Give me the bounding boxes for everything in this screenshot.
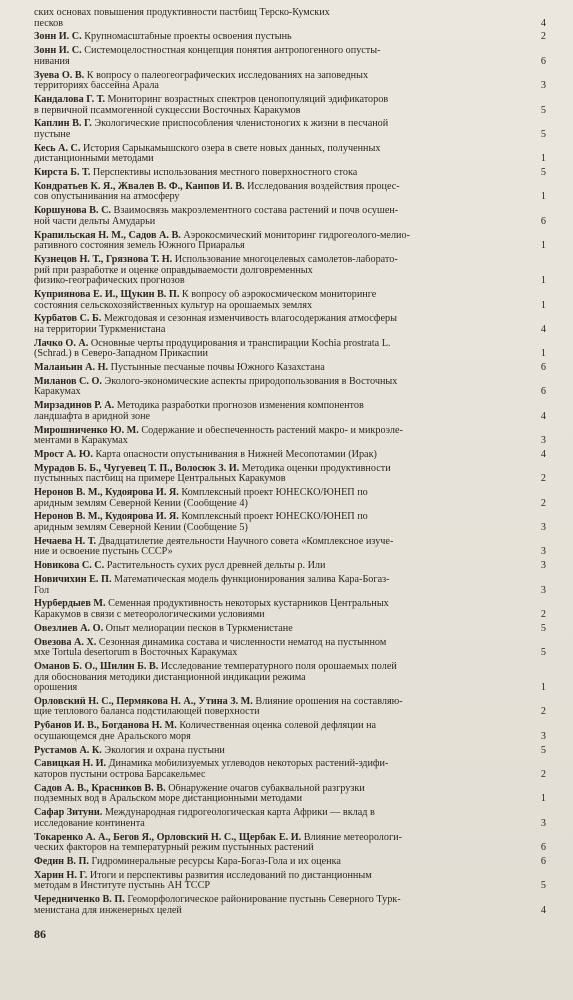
entry-issue-number: 1 (540, 348, 546, 360)
index-entry (34, 46, 546, 67)
index-entry (34, 290, 546, 311)
entry-author: Мирзадинов Р. А. (34, 401, 115, 412)
entry-title-text: Каракумов в связи с метеорологическими условиями (34, 609, 265, 620)
entry-author: Кесь А. С. (34, 143, 81, 154)
entry-author: Крапильская Н. М., Садов А. В. (34, 230, 181, 241)
entry-title-text: Математическая модель функционирования залива Кара-Богаз- (114, 575, 390, 585)
entry-continuation-line (34, 412, 520, 423)
entry-author: Неронов В. М., Кудоярова И. Я. (34, 512, 179, 523)
entry-first-line (34, 8, 520, 19)
entry-title-text: Экология и охрана пустыни (104, 745, 225, 756)
entry-title-text: для обоснования методики дистанционной индикации режима (34, 672, 306, 683)
entry-author: Орловский Н. С., Пермякова Н. А., Утина З. М. (34, 696, 253, 707)
entry-issue-number: 3 (540, 546, 546, 558)
entry-title-text: (Schrad.) в Северо-Западном Прикаспии (34, 349, 208, 360)
entry-issue-number: 5 (540, 104, 546, 116)
entry-continuation-line (34, 436, 520, 447)
entry-continuation-line (34, 499, 520, 510)
entry-first-line (34, 784, 520, 795)
entry-title-text: Влияние орошения на составляю- (255, 696, 403, 707)
index-entry (34, 377, 546, 398)
index-entry (34, 662, 546, 694)
index-entry (34, 314, 546, 335)
entry-author: Зонн И. С. (34, 32, 82, 43)
entry-title-text: ментами в Каракумах (34, 436, 128, 447)
index-entry (34, 759, 546, 780)
entry-continuation-line (34, 474, 520, 485)
entry-title-text: Взаимосвязь макроэлементного состава растений и почв осушен- (113, 206, 399, 217)
entry-issue-number: 3 (540, 817, 546, 829)
entry-author: Токаренко А. А., Бегов Я., Орловский Н. С., Щербак Е. И. (34, 832, 302, 843)
entry-title-text: Межгодовая и сезонная изменчивость влагосодержания атмосферы (103, 314, 397, 325)
entry-issue-number: 3 (540, 584, 546, 596)
entry-title-text: мхе Tortula desertorum в Восточных Каракумах (34, 648, 238, 659)
entry-author: Садов А. В., Красников В. В. (34, 783, 166, 794)
entry-issue-number: 1 (540, 275, 546, 287)
entry-first-line (34, 144, 520, 155)
entry-title-text: Сезонная динамика состава и численности нематод на пустынном (98, 637, 387, 648)
entry-title-text: Методика оценки продуктивности (241, 463, 391, 474)
entry-title-text: Обнаружение очагов субаквальной разгрузки (168, 783, 365, 794)
entry-first-line (34, 721, 520, 732)
entry-first-line (34, 808, 520, 819)
entry-title-text: Основные черты продуцирования и транспирации Kochia prostrata L. (90, 338, 391, 349)
entry-author: Рустамов А. К. (34, 745, 102, 756)
index-entry (34, 624, 546, 635)
entry-continuation-line (34, 843, 520, 854)
index-entry (34, 363, 546, 374)
entry-continuation-line (34, 19, 520, 30)
index-entry (34, 144, 546, 165)
entry-continuation-line (34, 673, 520, 684)
entry-first-line (34, 231, 520, 242)
entry-title-text: менистана для инженерных целей (34, 905, 182, 916)
index-entry (34, 255, 546, 287)
entry-title-text: Крупномасштабные проекты освоения пустынь (84, 32, 292, 43)
entry-first-line (34, 363, 520, 374)
entry-title-text: Гидроминеральные ресурсы Кара-Богаз-Гола и их оценка (91, 856, 341, 867)
index-entry (34, 119, 546, 140)
entry-author: Кирста Б. Т. (34, 168, 91, 179)
entry-continuation-line (34, 586, 520, 597)
entry-title-text: Исследования воздействия процес- (247, 181, 400, 192)
entry-title-text: аридным землям Северной Кении (Сообщение 4) (34, 498, 248, 509)
entry-issue-number: 6 (540, 386, 546, 398)
entry-first-line (34, 561, 520, 572)
entry-issue-number: 6 (540, 842, 546, 854)
entry-author: Сафар Зитуни. (34, 808, 103, 819)
entry-author: Неронов В. М., Кудоярова И. Я. (34, 488, 179, 499)
entry-author: Федин В. П. (34, 856, 89, 867)
entry-issue-number: 5 (540, 128, 546, 140)
index-entry (34, 206, 546, 227)
entry-first-line (34, 575, 520, 586)
entry-title-text: Динамика мобилизуемых углеводов некоторых растений-эдифи- (108, 759, 389, 770)
entry-continuation-line (34, 130, 520, 141)
entry-title-text: Карта опасности опустынивания в Нижней Месопотамии (Ирак) (95, 449, 377, 460)
entry-first-line (34, 895, 520, 906)
entry-title-text: пустынных пастбищ на примере Центральных Каракумов (34, 474, 286, 485)
index-entry (34, 401, 546, 422)
entry-issue-number: 4 (540, 904, 546, 916)
entry-continuation-line (34, 683, 520, 694)
entry-continuation-line (34, 547, 520, 558)
entry-issue-number: 4 (540, 448, 546, 460)
entry-continuation-line (34, 301, 520, 312)
entry-title-text: нивания (34, 56, 70, 67)
index-entry (34, 464, 546, 485)
entry-author: Нечаева Н. Т. (34, 536, 97, 547)
entry-author: Кандалова Г. Т. (34, 94, 105, 105)
entry-author: Миланов С. О. (34, 376, 102, 387)
entry-title-text: Семенная продуктивность некоторых кустарников Центральных (108, 599, 389, 610)
entry-title-text: Геоморфологическое районирование пустынь Северного Турк- (127, 895, 401, 906)
index-entry (34, 784, 546, 805)
index-entry (34, 450, 546, 461)
index-entry (34, 231, 546, 252)
entry-author: Коршунова В. С. (34, 206, 111, 217)
entry-title-text: территориях бассейна Арала (34, 81, 159, 92)
entry-title-text: Количественная оценка солевой дефляции на (179, 721, 377, 732)
entry-first-line (34, 426, 520, 437)
index-entry (34, 339, 546, 360)
entry-title-text: на территории Туркменистана (34, 324, 166, 335)
entry-first-line (34, 537, 520, 548)
entry-continuation-line (34, 648, 520, 659)
entry-author: Курбатов С. Б. (34, 314, 102, 325)
index-entry (34, 182, 546, 203)
index-entry (34, 871, 546, 892)
entry-issue-number: 1 (540, 793, 546, 805)
entry-issue-number: 1 (540, 682, 546, 694)
entry-continuation-line (34, 57, 520, 68)
entry-continuation-line (34, 349, 520, 360)
entry-first-line (34, 512, 520, 523)
entry-continuation-line (34, 217, 520, 228)
entry-issue-number: 1 (540, 191, 546, 203)
entry-continuation-line (34, 819, 520, 830)
index-entry (34, 8, 546, 29)
entry-first-line (34, 255, 520, 266)
entry-title-text: Комплексный проект ЮНЕСКО/ЮНЕП по (181, 512, 368, 523)
entry-issue-number: 3 (540, 560, 546, 572)
entry-first-line (34, 638, 520, 649)
entry-issue-number: 2 (540, 497, 546, 509)
entry-author: Чередниченко В. П. (34, 895, 125, 906)
entry-title-text: Экологические приспособления членистоногих к жизни в песчаной (94, 119, 389, 130)
index-entry (34, 808, 546, 829)
entry-title-text: щие теплового баланса подстилающей поверхности (34, 707, 260, 718)
entry-first-line (34, 290, 520, 301)
entry-continuation-line (34, 81, 520, 92)
entry-title-text: Исследование температурного поля орошаемых полей (160, 661, 397, 672)
entry-continuation-line (34, 732, 520, 743)
entry-issue-number: 6 (540, 215, 546, 227)
entry-first-line (34, 662, 520, 673)
entry-author: Рубанов И. В., Богданова Н. М. (34, 721, 177, 732)
entry-author: Каплин В. Г. (34, 119, 92, 130)
entry-issue-number: 2 (540, 608, 546, 620)
entry-first-line (34, 759, 520, 770)
entry-issue-number: 4 (540, 323, 546, 335)
entry-title-text: Системоцелостностная концепция понятия антропогенного опусты- (84, 46, 381, 57)
entry-issue-number: 2 (540, 31, 546, 43)
entry-continuation-line (34, 192, 520, 203)
index-entry (34, 537, 546, 558)
entry-title-text: осушающемся дне Аральского моря (34, 731, 191, 742)
entry-title-text: Каракумах (34, 387, 81, 398)
index-entry (34, 746, 546, 757)
entry-title-text: ративного состояния земель Южного Приаралья (34, 241, 245, 252)
entry-title-text: Методика разработки прогнозов изменения компонентов (116, 401, 364, 412)
entry-first-line (34, 599, 520, 610)
entry-author: Мрост А. Ю. (34, 449, 93, 460)
entry-issue-number: 6 (540, 55, 546, 67)
entry-continuation-line (34, 906, 520, 917)
entry-issue-number: 2 (540, 473, 546, 485)
index-entry (34, 721, 546, 742)
entry-issue-number: 5 (540, 647, 546, 659)
index-entry (34, 95, 546, 116)
index-entries (34, 8, 546, 919)
index-entry (34, 575, 546, 596)
entry-continuation-line (34, 325, 520, 336)
entry-author: Мирошниченко Ю. М. (34, 425, 139, 436)
entry-first-line (34, 119, 520, 130)
entry-author: Малаиьин А. Н. (34, 363, 109, 374)
entry-title-text: орошения (34, 683, 78, 694)
entry-first-line (34, 857, 520, 868)
entry-author: Харин Н. Г. (34, 870, 88, 881)
entry-author: Лачко О. А. (34, 338, 89, 349)
entry-continuation-line (34, 276, 520, 287)
entry-issue-number: 4 (540, 410, 546, 422)
entry-issue-number: 3 (540, 80, 546, 92)
index-entry (34, 426, 546, 447)
entry-issue-number: 5 (540, 880, 546, 892)
entry-title-text: Эколого-экономические аспекты природопользования в Восточных (104, 376, 398, 387)
entry-first-line (34, 339, 520, 350)
entry-continuation-line (34, 387, 520, 398)
entry-first-line (34, 314, 520, 325)
entry-title-text: аридным землям Северной Кении (Сообщение 5) (34, 523, 248, 534)
entry-first-line (34, 488, 520, 499)
index-entry (34, 599, 546, 620)
entry-issue-number: 5 (540, 622, 546, 634)
entry-first-line (34, 871, 520, 882)
entry-issue-number: 3 (540, 435, 546, 447)
entry-author: Новикова С. С. (34, 561, 105, 572)
entry-continuation-line (34, 241, 520, 252)
entry-title-text: ландшафта в аридной зоне (34, 411, 151, 422)
entry-title-text: Аэрокосмический мониторинг гидрогеолого-мелио- (183, 230, 410, 241)
entry-title-text: Пустынные песчаные почвы Южного Казахстана (110, 363, 325, 374)
entry-issue-number: 2 (540, 769, 546, 780)
entry-title-text: ских основах повышения продуктивности пастбищ Терско-Кумских (34, 8, 330, 18)
index-entry (34, 32, 546, 43)
entry-first-line (34, 697, 520, 708)
entry-title-text: дистанционными методами (34, 154, 154, 165)
entry-author: Новичихин Е. П. (34, 575, 112, 585)
entry-issue-number: 4 (540, 17, 546, 29)
entry-title-text: К вопросу о палеогеографических исследованиях на заповедных (86, 70, 369, 81)
entry-first-line (34, 377, 520, 388)
entry-issue-number: 5 (540, 167, 546, 179)
entry-first-line (34, 401, 520, 412)
entry-continuation-line (34, 523, 520, 534)
entry-title-text: методам в Институте пустынь АН ТССР (34, 881, 211, 892)
entry-title-text: Двадцатилетие деятельности Научного совета «Комплексное изуче- (98, 536, 394, 547)
entry-title-text: в первичной псаммогенной сукцессии Восточных Каракумов (34, 105, 301, 116)
entry-continuation-line (34, 266, 520, 277)
entry-author: Овезова А. Х. (34, 637, 97, 648)
entry-first-line (34, 746, 520, 757)
entry-title-text: К вопросу об аэрокосмическом мониторинге (181, 289, 377, 300)
entry-continuation-line (34, 610, 520, 621)
entry-author: Мурадов Б. Б., Чугуевец Т. П., Волосюк З. И. (34, 463, 240, 474)
entry-author: Зуева О. В. (34, 70, 85, 81)
entry-title-text: каторов пустыни острова Барсакельмес (34, 770, 206, 780)
entry-title-text: Растительность сухих русл древней дельты р. Или (106, 561, 326, 572)
entry-title-text: Мониторинг возрастных спектров ценопопуляций эдификаторов (107, 94, 389, 105)
entry-title-text: Содержание и обеспеченность растений макро- и микроэле- (141, 425, 403, 436)
entry-title-text: рий при разработке и оценке оправдываемости долговременных (34, 265, 313, 276)
entry-continuation-line (34, 881, 520, 892)
index-entry (34, 71, 546, 92)
entry-title-text: ние и освоение пустынь СССР» (34, 547, 173, 558)
entry-first-line (34, 464, 520, 475)
entry-title-text: Гол (34, 585, 50, 596)
entry-title-text: подземных вод в Аральском море дистанционными методами (34, 794, 303, 805)
entry-continuation-line (34, 154, 520, 165)
entry-title-text: ной части дельты Амударьи (34, 216, 156, 227)
entry-issue-number: 5 (540, 744, 546, 756)
entry-author: Оманов Б. О., Шилин Б. В. (34, 661, 159, 672)
entry-title-text: исследование континента (34, 818, 145, 829)
index-entry (34, 561, 546, 572)
entry-first-line (34, 71, 520, 82)
entry-title-text: Международная гидрогеологическая карта Африки — вклад в (104, 808, 375, 819)
entry-issue-number: 1 (540, 153, 546, 165)
entry-issue-number: 3 (540, 522, 546, 534)
entry-first-line (34, 450, 520, 461)
entry-issue-number: 6 (540, 362, 546, 374)
entry-title-text: Опыт мелиорации песков в Туркменистане (105, 623, 293, 634)
entry-title-text: физико-географических прогнозов (34, 276, 185, 287)
entry-title-text: пустыне (34, 129, 71, 140)
entry-continuation-line (34, 794, 520, 805)
index-entry (34, 168, 546, 179)
entry-author: Кузнецов Н. Т., Грязнова Т. Н. (34, 254, 173, 265)
index-entry (34, 857, 546, 868)
entry-first-line (34, 95, 520, 106)
entry-title-text: Комплексный проект ЮНЕСКО/ЮНЕП по (181, 488, 368, 499)
entry-author: Куприянова Е. И., Щукин В. П. (34, 289, 180, 300)
entry-title-text: Итоги и перспективы развития исследований по дистанционным (89, 870, 372, 881)
entry-first-line (34, 168, 520, 179)
index-entry (34, 697, 546, 718)
entry-continuation-line (34, 707, 520, 718)
entry-author: Кондратьев К. Я., Жвалев В. Ф., Каипов И. В. (34, 181, 245, 192)
entry-title-text: Перспективы использования местного поверхностного стока (92, 168, 358, 179)
entry-title-text: Влияние метеорологи- (303, 832, 403, 843)
entry-author: Савицкая Н. И. (34, 759, 107, 770)
entry-first-line (34, 46, 520, 57)
index-entry (34, 895, 546, 916)
entry-issue-number: 3 (540, 730, 546, 742)
entry-title-text: сов опустынивания на атмосферу (34, 192, 180, 203)
entry-first-line (34, 32, 520, 43)
entry-first-line (34, 206, 520, 217)
entry-continuation-line (34, 106, 520, 117)
entry-first-line (34, 624, 520, 635)
entry-title-text: песков (34, 18, 64, 29)
entry-title-text: История Сарыкамышского озера в свете новых данных, полученных (83, 143, 381, 154)
entry-continuation-line (34, 770, 520, 781)
entry-title-text: ческих факторов на температурный режим пустынных растений (34, 843, 314, 854)
entry-author: Овезлиев А. О. (34, 623, 104, 634)
entry-issue-number: 6 (540, 855, 546, 867)
index-entry (34, 488, 546, 509)
entry-first-line (34, 833, 520, 844)
entry-title-text: Использование многоцелевых самолетов-лаборато- (174, 254, 398, 265)
entry-author: Зонн И. С. (34, 46, 82, 57)
entry-title-text: состояния сельскохозяйственных культур на орошаемых землях (34, 300, 313, 311)
entry-issue-number: 1 (540, 240, 546, 252)
entry-author: Нурбердыев М. (34, 599, 106, 610)
entry-issue-number: 1 (540, 299, 546, 311)
index-entry (34, 512, 546, 533)
index-entry (34, 833, 546, 854)
entry-first-line (34, 182, 520, 193)
page-number: 86 (34, 927, 46, 941)
index-entry (34, 638, 546, 659)
entry-issue-number: 2 (540, 706, 546, 718)
